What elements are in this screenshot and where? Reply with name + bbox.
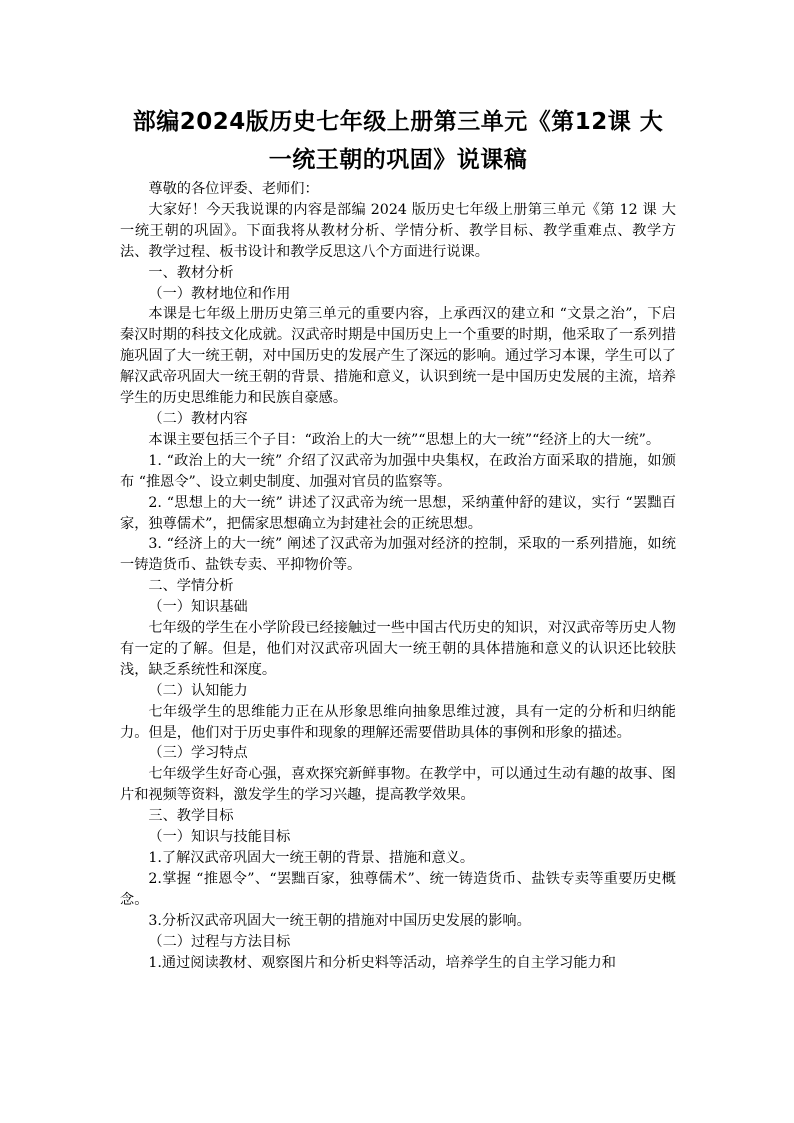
- section-heading: 三、教学目标: [148, 808, 234, 825]
- body-paragraph: 2.掌握 “推恩令”、“罢黜百家，独尊儒术”、统一铸造货币、盐铁专卖等重要历史概念。: [120, 870, 676, 908]
- title-line-2: 一统王朝的巩固》说课稿: [268, 147, 528, 173]
- body-paragraph: 七年级学生的思维能力正在从形象思维向抽象思维过渡，具有一定的分析和归纳能力。但是，他们对于历史事件和现象的理解还需要借助具体的事例和形象的描述。: [120, 703, 676, 741]
- body-paragraph: 3. “经济上的大一统” 阐述了汉武帝为加强对经济的控制，采取的一系列措施，如统一铸造货币、盐铁专卖、平抑物价等。: [120, 536, 676, 574]
- body-paragraph: 1.了解汉武帝巩固大一统王朝的背景、措施和意义。: [148, 850, 475, 866]
- subsection-heading: （三）学习特点: [148, 745, 248, 762]
- body-paragraph: 2. “思想上的大一统” 讲述了汉武帝为统一思想，采纳董仲舒的建议，实行 “罢黜百家，独尊儒术”，把儒家思想确立为封建社会的正统思想。: [120, 494, 676, 532]
- title-line-1: 部编2024版历史七年级上册第三单元《第12课 大: [132, 109, 664, 135]
- subsection-heading: （一）知识与技能目标: [148, 829, 291, 846]
- body-paragraph: 3.分析汉武帝巩固大一统王朝的措施对中国历史发展的影响。: [148, 912, 531, 929]
- section-heading: 一、教材分析: [148, 264, 234, 281]
- body-paragraph: 尊敬的各位评委、老师们：: [148, 181, 319, 197]
- body-paragraph: 1. “政治上的大一统” 介绍了汉武帝为加强中央集权，在政治方面采取的措施，如颁布 “推恩令”、设立刺史制度、加强对官员的监察等。: [120, 452, 676, 490]
- subsection-heading: （二）过程与方法目标: [148, 933, 291, 950]
- subsection-heading: （二）教材内容: [148, 410, 248, 427]
- document-body: [120, 179, 676, 973]
- body-paragraph: 1.通过阅读教材、观察图片和分析史料等活动，培养学生的自主学习能力和: [148, 954, 616, 971]
- body-paragraph: 七年级的学生在小学阶段已经接触过一些中国古代历史的知识，对汉武帝等历史人物有一定的了解。但是，他们对汉武帝巩固大一统王朝的具体措施和意义的认识还比较肤浅，缺乏系统性和深度。: [120, 620, 676, 678]
- body-paragraph: 本课是七年级上册历史第三单元的重要内容，上承西汉的建立和 “文景之治”，下启秦汉时期的科技文化成就。汉武帝时期是中国历史上一个重要的时期，他采取了一系列措施巩固了大一统王朝，对中国历史的发展产生了深远的影响。通过学习本课，学生可以了解汉武帝巩固大一统王朝的背景、措施和意义，认识到统一是中国历史发展的主流，培养学生的历史思维能力和民族自豪感。: [120, 306, 676, 407]
- document-title: [120, 0, 676, 179]
- body-paragraph: 本课主要包括三个子目：“政治上的大一统”“思想上的大一统”“经济上的大一统”。: [148, 431, 661, 448]
- body-paragraph: 大家好！今天我说课的内容是部编 2024 版历史七年级上册第三单元《第 12 课 大一统王朝的巩固》。下面我将从教材分析、学情分析、教学目标、教学重难点、教学方法、教学过程、板书设计和教学反思这八个方面进行说课。: [120, 201, 676, 260]
- section-heading: 二、学情分析: [148, 578, 234, 595]
- subsection-heading: （一）知识基础: [148, 599, 248, 616]
- subsection-heading: （二）认知能力: [148, 682, 248, 699]
- subsection-heading: （一）教材地位和作用: [148, 285, 291, 302]
- body-paragraph: 七年级学生好奇心强，喜欢探究新鲜事物。在教学中，可以通过生动有趣的故事、图片和视频等资料，激发学生的学习兴趣，提高教学效果。: [120, 766, 676, 804]
